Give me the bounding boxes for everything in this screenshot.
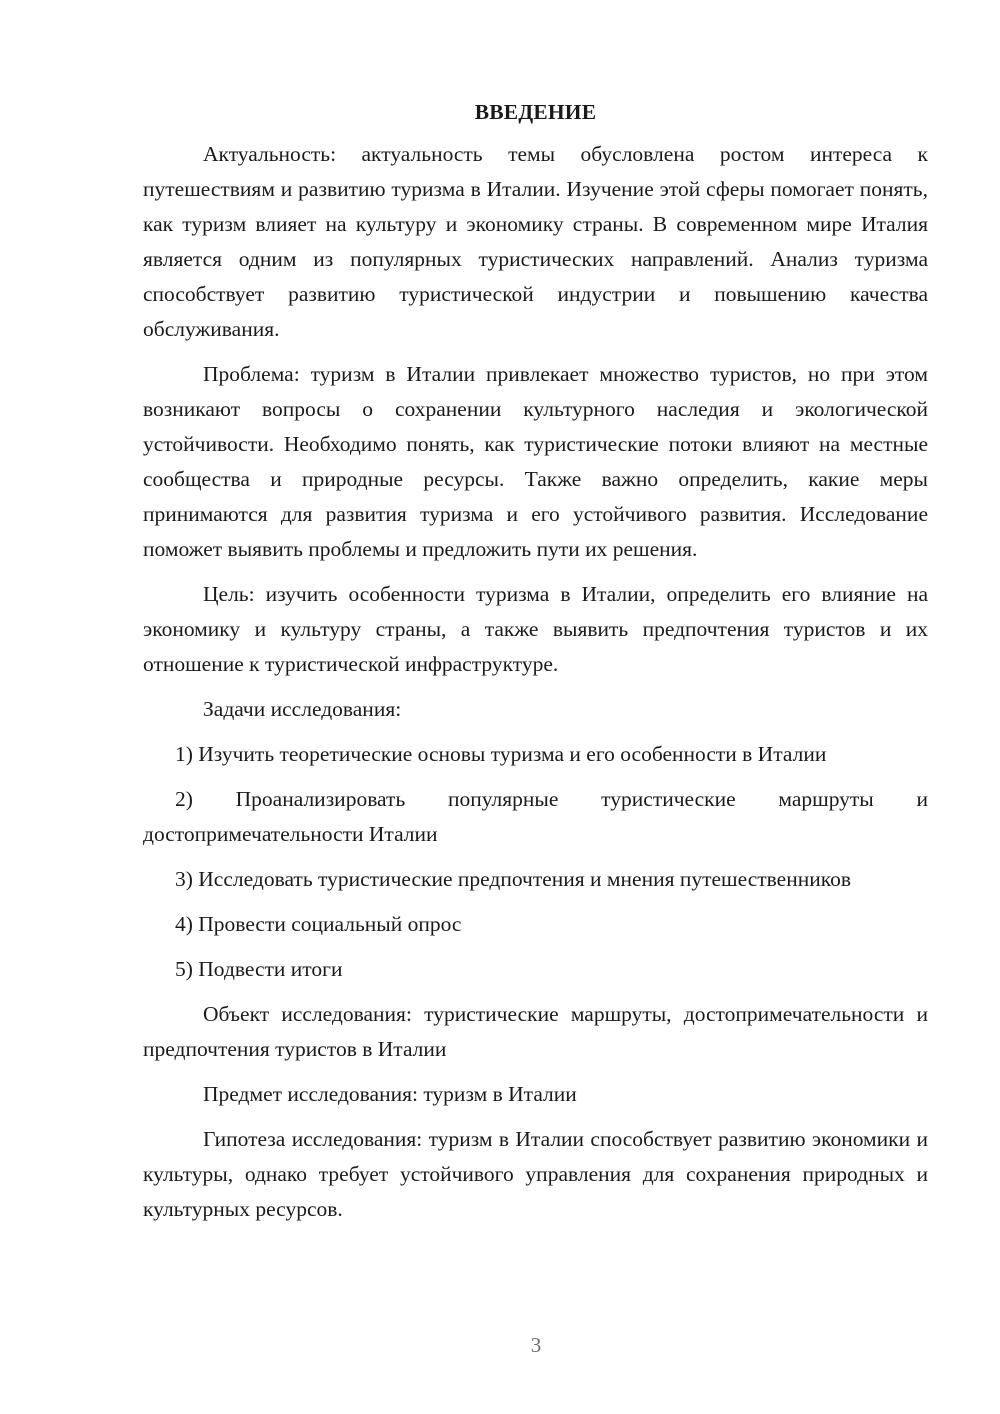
document-body — [143, 95, 928, 1237]
page-number: 3 — [530, 1333, 542, 1357]
paragraph-problem: Проблема: туризм в Италии привлекает множество туристов, но при этом возникают вопросы о сохранении культурного наследия и экологической устойчивости. Необходимо понять, как туристические потоки влияют на местные сообщества и природные ресурсы. Также важно определить, какие меры принимаются для развития туризма и его устойчивого развития. Исследование поможет выявить проблемы и предложить пути их решения. — [143, 362, 928, 561]
paragraph-relevance: Актуальность: актуальность темы обусловлена ростом интереса к путешествиям и развитию туризма в Италии. Изучение этой сферы помогает понять, как туризм влияет на культуру и экономику страны. В современном мире Италия является одним из популярных туристических направлений. Анализ туризма способствует развитию туристической индустрии и повышению качества обслуживания. — [143, 142, 928, 341]
paragraph-research-hypothesis: Гипотеза исследования: туризм в Италии способствует развитию экономики и культуры, однако требует устойчивого управления для сохранения природных и культурных ресурсов. — [143, 1127, 928, 1221]
task-item-1: 1) Изучить теоретические основы туризма и его особенности в Италии — [175, 742, 827, 766]
task-item-3: 3) Исследовать туристические предпочтения и мнения путешественников — [175, 867, 851, 891]
paragraph-goal: Цель: изучить особенности туризма в Италии, определить его влияние на экономику и культуру страны, а также выявить предпочтения туристов и их отношение к туристической инфраструктуре. — [143, 582, 928, 676]
task-item-5: 5) Подвести итоги — [175, 957, 343, 981]
paragraph-research-subject: Предмет исследования: туризм в Италии — [203, 1082, 577, 1106]
task-item-2: 2) Проанализировать популярные туристические маршруты и достопримечательности Италии — [143, 787, 928, 846]
section-title: ВВЕДЕНИЕ — [474, 100, 597, 124]
task-item-4: 4) Провести социальный опрос — [175, 912, 462, 936]
paragraph-research-object: Объект исследования: туристические маршруты, достопримечательности и предпочтения туристов в Италии — [143, 1002, 928, 1061]
tasks-heading: Задачи исследования: — [203, 697, 402, 721]
